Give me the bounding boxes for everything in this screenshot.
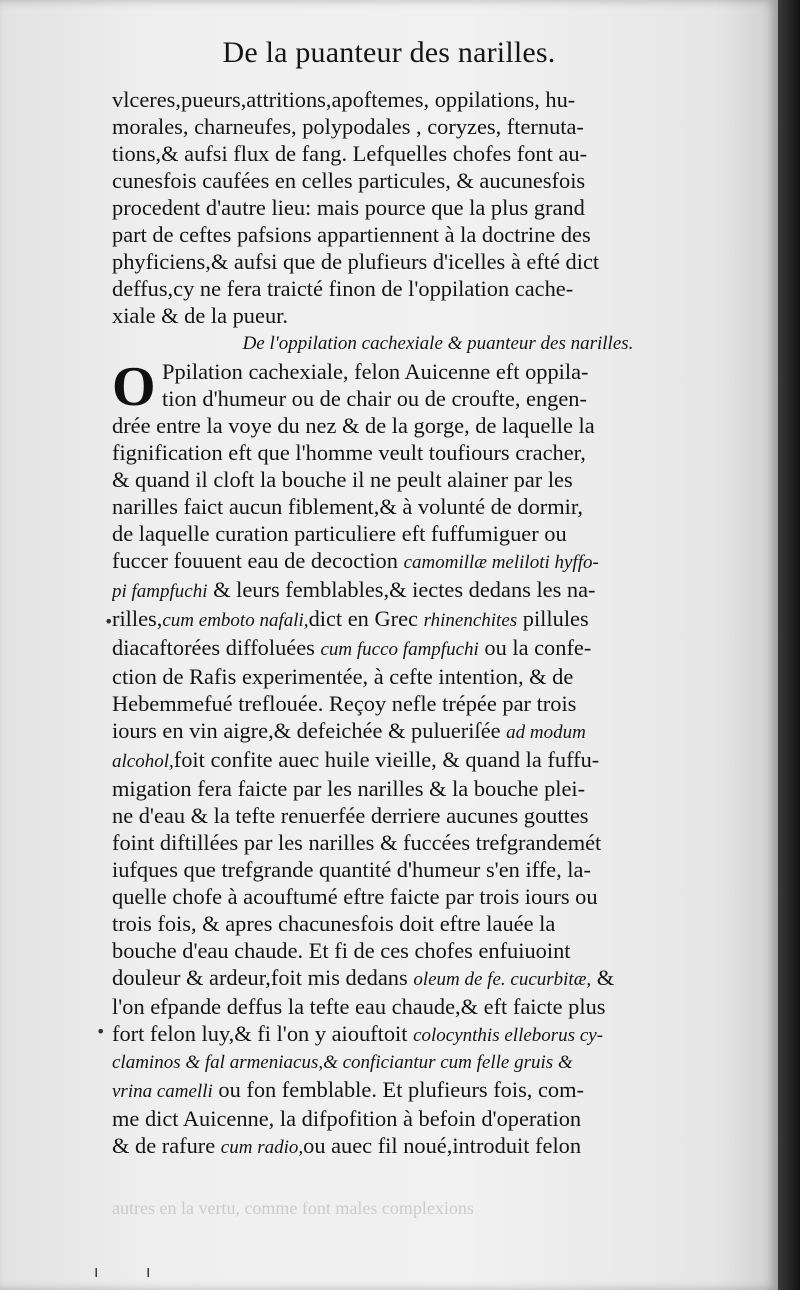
latin-text: vrina camelli [112,1081,213,1102]
roman-text: dict en Grec [308,606,424,631]
latin-text: pi fampfuchi [112,581,208,602]
paragraph-2 [112,358,764,1161]
roman-text: rilles, [112,606,163,631]
text-line [112,746,764,775]
roman-text: fuccer fouuent eau de decoction [112,548,404,573]
text-line: ction de Rafis experimentée, à cefte intention, & de [112,664,574,689]
text-line [112,964,764,993]
text-line: migation fera faicte par les narilles & la bouche plei- [112,776,586,801]
text-line: bouche d'eau chaude. Et fi de ces chofes enfuiuoint [112,938,571,963]
text-line: me dict Auicenne, la difpofition à befoin d'operation [112,1106,582,1131]
text-line [112,1076,764,1105]
roman-text: iours en vin aigre,& defeichée & pulueriſée [112,718,507,743]
latin-text: camomillæ meliloti hyffo- [403,552,599,573]
margin-dot-mark: • [104,612,114,631]
text-line [112,1132,764,1161]
latin-text: cum radio, [220,1137,304,1158]
latin-text: cum emboto nafali, [162,610,309,631]
latin-text: ad modum [506,722,586,743]
roman-text: pillules [517,606,589,631]
roman-text: ou fon femblable. Et plufieurs fois, com- [212,1077,584,1102]
text-line [112,605,764,634]
text-line: tions,& aufsi flux de fang. Lefquelles chofes font au- [112,141,588,166]
text-line: quelle chofe à acouftumé eftre faicte par trois iours ou [112,884,598,909]
text-line: tion d'humeur ou de chair ou de croufte, engen- [162,386,587,411]
text-line: morales, charneufes, polypodales , coryzes, fternuta- [112,114,584,139]
text-line: phyficiens,& aufsi que de plufieurs d'icelles à efté dict [112,249,600,274]
text-line: xiale & de la pueur. [112,303,288,328]
paragraph-1 [112,86,764,329]
text-line [112,576,764,605]
roman-text: ou auec fil noué,introduit felon [303,1133,582,1158]
text-line [112,1020,764,1049]
text-line: procedent d'autre lieu: mais pource que la plus grand [112,195,585,220]
latin-text: colocynthis elleborus cy- [413,1025,604,1046]
margin-pen-mark: ı [94,1262,99,1281]
text-line: Ppilation cachexiale, felon Auicenne eft oppila- [162,359,589,384]
roman-text: douleur & ardeur,foit mis dedans [112,965,414,990]
bleed-through-text: autres en la vertu, comme font males complexions [112,1198,474,1218]
text-line: cunesfois caufées en celles particules, & aucunesfois [112,168,586,193]
text-line: Hebemmefué treflouée. Reçoy nefle trépée par trois [112,691,577,716]
drop-cap: O [112,356,156,418]
latin-text: rhinenchites [423,610,518,631]
latin-text: cum fucco fampfuchi [320,639,479,660]
text-line: part de ceftes pafsions appartiennent à la doctrine des [112,222,591,247]
roman-text: & leurs femblables,& iectes dedans les na- [207,577,596,602]
running-head: De la puanteur des narilles. [222,36,556,69]
book-spine-shadow [778,0,800,1290]
text-line: vlceres,pueurs,attritions,apoftemes, oppilations, hu- [112,87,576,112]
text-line: claminos & fal armeniacus,& conficiantur cum felle gruis & [112,1052,573,1073]
text-line: l'on efpande deffus la tefte eau chaude,& eft faicte plus [112,994,606,1019]
roman-text: ou la confe- [478,635,592,660]
latin-text: alcohol, [112,751,174,772]
text-line: ne d'eau & la tefte renuerfée derriere aucunes gouttes [112,803,589,828]
text-line: trois fois, & apres chacunesfois doit eftre lauée la [112,911,556,936]
roman-text: foit confite auec huile vieille, & quand la fuffu- [173,747,600,772]
text-line: narilles faict aucun fiblement,& à volunté de dormir, [112,494,584,519]
roman-text: fort felon luy,& fi l'on y aiouftoit [112,1021,414,1046]
text-line [112,634,764,663]
text-line: foint diftillées par les narilles & fuccées trefgrandemét [112,830,602,855]
text-line [112,547,764,576]
text-line [112,717,764,746]
roman-text: & [591,965,615,990]
section-subheading: De l'oppilation cachexiale & puanteur des narilles. [242,333,634,354]
text-line: de laquelle curation particuliere eft fuffumiguer ou [112,521,567,546]
text-line: iufques que trefgrande quantité d'humeur s'en iffe, la- [112,857,591,882]
margin-pen-mark: ı [146,1262,151,1281]
margin-dot-mark: • [96,1022,106,1041]
roman-text: diacaftorées diffoluées [112,635,321,660]
text-line: deffus,cy ne fera traicté finon de l'oppilation cache- [112,276,574,301]
text-line: drée entre la voye du nez & de la gorge, de laquelle la [112,413,595,438]
text-line: & quand il cloft la bouche il ne peult alainer par les [112,467,573,492]
latin-text: oleum de fe. cucurbitæ, [413,969,592,990]
body-text [112,86,764,1161]
text-line: fignification eft que l'homme veult toufiours cracher, [112,440,586,465]
roman-text: & de rafure [112,1133,221,1158]
